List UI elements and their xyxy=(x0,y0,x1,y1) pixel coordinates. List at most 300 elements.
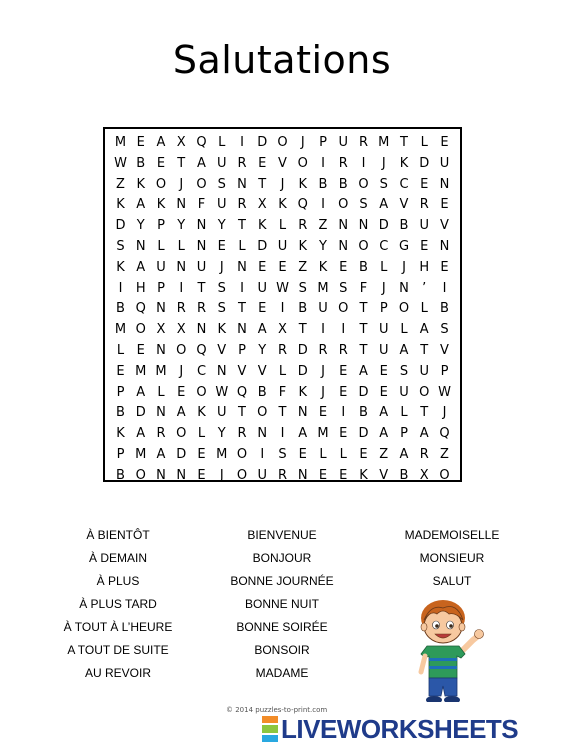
grid-letter[interactable]: X xyxy=(176,322,186,338)
grid-letter[interactable]: N xyxy=(439,239,450,254)
grid-letter[interactable]: E xyxy=(440,197,449,213)
grid-letter[interactable]: V xyxy=(399,197,409,213)
grid-letter[interactable]: E xyxy=(379,363,388,379)
grid-letter[interactable]: U xyxy=(257,280,267,296)
word-item: BONNE NUIT xyxy=(244,597,319,611)
grid-letter[interactable]: O xyxy=(196,384,207,400)
grid-letter[interactable]: M xyxy=(135,363,147,379)
grid-letter[interactable]: N xyxy=(297,467,308,483)
word-list-column-3 xyxy=(362,524,542,593)
grid-letter[interactable]: J xyxy=(179,176,184,192)
grid-letter[interactable]: N xyxy=(135,239,146,254)
grid-letter[interactable]: A xyxy=(156,447,166,462)
grid-letter[interactable]: A xyxy=(136,384,146,400)
grid-letter[interactable]: E xyxy=(156,155,166,171)
grid-letter[interactable]: M xyxy=(155,363,167,379)
grid-letter[interactable]: K xyxy=(298,176,308,192)
grid-letter[interactable]: T xyxy=(400,135,408,150)
grid-letter[interactable]: R xyxy=(176,301,186,317)
grid-letter[interactable]: U xyxy=(378,343,389,358)
grid-letter[interactable]: O xyxy=(439,467,450,483)
grid-letter[interactable]: E xyxy=(339,426,348,442)
grid-letter[interactable]: O xyxy=(236,467,248,483)
grid-letter[interactable]: E xyxy=(420,176,429,192)
grid-letter[interactable]: A xyxy=(156,135,166,150)
grid-letter[interactable]: A xyxy=(136,426,146,442)
grid-letter[interactable]: N xyxy=(338,239,349,254)
grid-letter[interactable]: Y xyxy=(258,343,267,358)
grid-letter[interactable]: E xyxy=(136,343,145,358)
grid-letter[interactable]: O xyxy=(338,197,349,213)
grid-letter[interactable]: X xyxy=(176,135,186,150)
grid-letter[interactable]: Z xyxy=(298,259,308,275)
grid-letter[interactable]: O xyxy=(196,176,207,192)
grid-letter[interactable]: I xyxy=(179,280,184,296)
grid-letter[interactable]: U xyxy=(216,405,227,421)
grid-letter[interactable]: N xyxy=(237,322,247,338)
grid-letter[interactable]: D xyxy=(378,218,389,234)
grid-letter[interactable]: J xyxy=(219,259,224,275)
grid-letter[interactable]: B xyxy=(399,218,409,234)
grid-letter[interactable]: R xyxy=(156,426,166,442)
grid-letter[interactable]: V xyxy=(278,155,287,171)
grid-letter[interactable]: I xyxy=(361,155,366,171)
grid-letter[interactable]: A xyxy=(379,197,389,213)
grid-letter[interactable]: I xyxy=(321,197,325,213)
grid-letter[interactable]: D xyxy=(297,363,308,379)
grid-letter[interactable]: I xyxy=(341,405,346,421)
grid-letter[interactable]: O xyxy=(277,135,288,150)
grid-letter[interactable]: K xyxy=(278,197,287,213)
grid-letter[interactable]: X xyxy=(156,322,166,338)
grid-letter[interactable]: R xyxy=(237,155,247,171)
grid-letter[interactable]: E xyxy=(339,363,348,379)
grid-letter[interactable]: P xyxy=(116,384,125,400)
grid-letter[interactable]: E xyxy=(197,447,206,462)
grid-letter[interactable]: N xyxy=(257,426,268,442)
grid-letter[interactable]: U xyxy=(419,363,429,379)
grid-letter[interactable]: U xyxy=(419,218,429,234)
grid-letter[interactable]: H xyxy=(419,259,430,275)
grid-letter[interactable]: S xyxy=(440,322,449,338)
grid-letter[interactable]: K xyxy=(116,197,125,213)
grid-letter[interactable]: K xyxy=(197,405,206,421)
grid-letter[interactable]: P xyxy=(157,218,165,234)
grid-letter[interactable]: V xyxy=(257,363,267,379)
grid-letter[interactable]: B xyxy=(298,301,308,317)
grid-letter[interactable]: A xyxy=(359,363,368,379)
grid-letter[interactable]: O xyxy=(257,405,268,421)
grid-letter[interactable]: T xyxy=(258,176,267,192)
grid-letter[interactable]: D xyxy=(358,426,369,442)
grid-letter[interactable]: L xyxy=(278,218,287,234)
grid-letter[interactable]: N xyxy=(439,176,450,192)
grid-letter[interactable]: B xyxy=(359,405,368,421)
grid-letter[interactable]: D xyxy=(115,218,126,234)
grid-letter[interactable]: U xyxy=(378,322,389,338)
grid-letter[interactable]: D xyxy=(176,447,187,462)
grid-letter[interactable]: Q xyxy=(196,135,207,150)
grid-letter[interactable]: E xyxy=(379,384,388,400)
grid-letter[interactable]: V xyxy=(217,343,227,358)
grid-letter[interactable]: L xyxy=(157,239,165,254)
grid-letter[interactable]: T xyxy=(359,343,368,358)
grid-letter[interactable]: R xyxy=(277,467,288,483)
grid-letter[interactable]: E xyxy=(217,239,226,254)
grid-letter[interactable]: N xyxy=(237,259,247,275)
grid-letter[interactable]: U xyxy=(216,197,227,213)
word-item: BONSOIR xyxy=(254,643,310,657)
grid-letter[interactable]: S xyxy=(217,176,226,192)
grid-letter[interactable]: J xyxy=(321,363,325,379)
grid-letter[interactable]: K xyxy=(156,197,166,213)
grid-letter[interactable]: K xyxy=(116,426,125,442)
grid-letter[interactable]: R xyxy=(358,135,369,150)
grid-letter[interactable]: E xyxy=(420,239,429,254)
grid-letter[interactable]: P xyxy=(157,280,165,296)
grid-letter[interactable]: E xyxy=(258,301,267,317)
grid-letter[interactable]: W xyxy=(114,155,127,171)
grid-letter[interactable]: Y xyxy=(177,218,186,234)
grid-letter[interactable]: T xyxy=(420,343,429,358)
word-item: BIENVENUE xyxy=(247,528,317,542)
grid-letter[interactable]: Y xyxy=(217,218,226,234)
grid-letter[interactable]: T xyxy=(298,322,307,338)
grid-letter[interactable]: N xyxy=(156,405,166,421)
grid-letter[interactable]: P xyxy=(238,343,246,358)
grid-letter[interactable]: V xyxy=(440,343,449,358)
grid-letter[interactable]: A xyxy=(399,343,409,358)
grid-row xyxy=(105,195,460,216)
grid-letter[interactable]: C xyxy=(379,239,389,254)
grid-letter[interactable]: L xyxy=(319,447,327,462)
grid-letter[interactable]: D xyxy=(257,135,268,150)
grid-letter[interactable]: I xyxy=(321,322,325,338)
grid-letter[interactable]: M xyxy=(114,322,127,338)
grid-letter[interactable]: E xyxy=(197,467,206,483)
grid-letter[interactable]: E xyxy=(339,384,348,400)
grid-letter[interactable]: Z xyxy=(318,218,328,234)
grid-letter[interactable]: B xyxy=(318,176,328,192)
grid-letter[interactable]: N xyxy=(358,218,369,234)
grid-letter[interactable]: P xyxy=(116,447,125,462)
word-item: AU REVOIR xyxy=(84,666,151,680)
grid-letter[interactable]: D xyxy=(135,405,146,421)
grid-letter[interactable]: A xyxy=(257,322,267,338)
grid-letter[interactable]: U xyxy=(399,384,409,400)
grid-letter[interactable]: R xyxy=(277,343,288,358)
grid-letter[interactable]: L xyxy=(400,322,408,338)
grid-letter[interactable]: U xyxy=(439,155,450,171)
grid-letter[interactable]: B xyxy=(116,405,125,421)
grid-letter[interactable]: Z xyxy=(379,447,389,462)
grid-letter[interactable]: R xyxy=(338,155,348,171)
grid-letter[interactable]: F xyxy=(278,384,287,400)
grid-letter[interactable]: N xyxy=(216,363,227,379)
grid-letter[interactable]: E xyxy=(278,259,287,275)
grid-letter[interactable]: S xyxy=(217,301,226,317)
grid-letter[interactable]: S xyxy=(359,197,368,213)
grid-letter[interactable]: N xyxy=(196,239,207,254)
grid-letter[interactable]: U xyxy=(216,155,227,171)
grid-letter[interactable]: A xyxy=(176,405,186,421)
grid-letter[interactable]: R xyxy=(237,426,247,442)
grid-letter[interactable]: N xyxy=(297,405,308,421)
grid-row xyxy=(105,383,460,404)
grid-letter[interactable]: E xyxy=(298,447,307,462)
grid-letter[interactable]: I xyxy=(260,447,265,462)
grid-letter[interactable]: S xyxy=(278,447,287,462)
grid-letter[interactable]: N xyxy=(156,301,166,317)
grid-letter[interactable]: A xyxy=(379,426,389,442)
grid-letter[interactable]: C xyxy=(399,176,409,192)
grid-letter[interactable]: V xyxy=(237,363,247,379)
grid-letter[interactable]: N xyxy=(176,467,187,483)
grid-letter[interactable]: T xyxy=(238,218,246,234)
grid-letter[interactable]: A xyxy=(136,259,146,275)
grid-letter[interactable]: N xyxy=(156,343,166,358)
grid-letter[interactable]: V xyxy=(379,467,389,483)
grid-letter[interactable]: I xyxy=(240,280,244,296)
grid-letter[interactable]: O xyxy=(176,426,187,442)
grid-letter[interactable]: B xyxy=(116,467,125,483)
grid-letter[interactable]: E xyxy=(258,155,267,171)
grid-letter[interactable]: I xyxy=(280,301,285,317)
grid-letter[interactable]: W xyxy=(438,384,451,400)
liveworksheets-logo[interactable] xyxy=(262,713,518,745)
grid-letter[interactable]: O xyxy=(155,176,167,192)
grid-letter[interactable]: O xyxy=(419,384,430,400)
grid-letter[interactable]: S xyxy=(399,363,409,379)
grid-letter[interactable]: E xyxy=(359,447,368,462)
grid-letter[interactable]: A xyxy=(419,322,429,338)
grid-letter[interactable]: A xyxy=(379,405,389,421)
grid-letter[interactable]: L xyxy=(278,363,287,379)
grid-letter[interactable]: C xyxy=(196,363,207,379)
grid-letter[interactable]: T xyxy=(359,301,368,317)
grid-letter[interactable]: L xyxy=(197,426,206,442)
grid-letter[interactable]: N xyxy=(338,218,349,234)
grid-letter[interactable]: A xyxy=(197,155,206,171)
grid-letter[interactable]: Q xyxy=(439,426,450,442)
grid-letter[interactable]: S xyxy=(116,239,125,254)
grid-letter[interactable]: E xyxy=(258,259,267,275)
grid-letter[interactable]: R xyxy=(237,197,247,213)
grid-letter[interactable]: U xyxy=(156,259,166,275)
grid-letter[interactable]: T xyxy=(197,280,206,296)
grid-letter[interactable]: B xyxy=(338,176,348,192)
grid-letter[interactable]: D xyxy=(358,384,369,400)
grid-letter[interactable]: J xyxy=(280,176,285,192)
grid-letter[interactable]: A xyxy=(419,426,429,442)
grid-letter[interactable]: I xyxy=(341,322,346,338)
grid-letter[interactable]: R xyxy=(196,301,207,317)
grid-letter[interactable]: L xyxy=(218,135,226,150)
grid-letter[interactable]: J xyxy=(381,155,386,171)
grid-letter[interactable]: E xyxy=(136,135,145,150)
word-item: À PLUS xyxy=(96,574,140,588)
grid-letter[interactable]: O xyxy=(135,467,146,483)
grid-letter[interactable]: N xyxy=(237,176,247,192)
grid-letter[interactable]: K xyxy=(257,218,267,234)
grid-letter[interactable]: Q xyxy=(297,197,308,213)
grid-letter[interactable]: U xyxy=(318,301,328,317)
grid-letter[interactable]: P xyxy=(319,135,327,150)
grid-letter[interactable]: E xyxy=(339,467,348,483)
grid-letter[interactable]: Y xyxy=(319,239,327,254)
grid-letter[interactable]: O xyxy=(176,343,187,358)
grid-letter[interactable]: Q xyxy=(236,384,248,400)
grid-letter[interactable]: M xyxy=(114,135,127,150)
grid-letter[interactable]: N xyxy=(196,218,207,234)
grid-letter[interactable]: K xyxy=(116,259,125,275)
grid-letter[interactable]: Q xyxy=(196,343,207,358)
grid-letter[interactable]: S xyxy=(217,280,226,296)
grid-letter[interactable]: L xyxy=(380,259,388,275)
grid-letter[interactable]: R xyxy=(298,218,308,234)
grid-letter[interactable]: J xyxy=(300,135,305,150)
grid-letter[interactable]: M xyxy=(317,280,329,296)
grid-letter[interactable]: N xyxy=(176,197,187,213)
grid-letter[interactable]: U xyxy=(196,259,207,275)
grid-letter[interactable]: B xyxy=(116,301,125,317)
grid-letter[interactable]: O xyxy=(398,301,410,317)
grid-letter[interactable]: J xyxy=(321,384,325,400)
grid-letter[interactable]: N xyxy=(176,259,187,275)
grid-letter[interactable]: O xyxy=(135,322,146,338)
grid-letter[interactable]: X xyxy=(278,322,287,338)
grid-letter[interactable]: F xyxy=(359,280,368,296)
grid-letter[interactable]: L xyxy=(157,384,165,400)
grid-letter[interactable]: I xyxy=(321,155,325,171)
grid-letter[interactable]: S xyxy=(379,176,388,192)
grid-letter[interactable]: L xyxy=(420,135,428,150)
grid-letter[interactable]: Z xyxy=(116,176,125,192)
grid-letter[interactable]: K xyxy=(217,322,227,338)
grid-letter[interactable]: T xyxy=(359,322,368,338)
grid-letter[interactable]: L xyxy=(177,239,185,254)
grid-letter[interactable]: ’ xyxy=(422,280,427,296)
grid-letter[interactable]: J xyxy=(219,467,224,483)
grid-letter[interactable]: D xyxy=(257,239,268,254)
grid-letter[interactable]: P xyxy=(440,363,449,379)
grid-letter[interactable]: E xyxy=(318,405,328,421)
grid-letter[interactable]: N xyxy=(399,280,409,296)
grid-letter[interactable]: E xyxy=(177,384,186,400)
grid-letter[interactable]: Z xyxy=(440,447,449,462)
grid-letter[interactable]: X xyxy=(257,197,267,213)
grid-letter[interactable]: K xyxy=(298,384,308,400)
grid-letter[interactable]: Y xyxy=(136,218,145,234)
grid-letter[interactable]: P xyxy=(400,426,408,442)
grid-letter[interactable]: O xyxy=(358,239,369,254)
grid-letter[interactable]: M xyxy=(216,447,228,462)
grid-letter[interactable]: B xyxy=(257,384,267,400)
grid-letter[interactable]: U xyxy=(277,239,288,254)
grid-letter[interactable]: M xyxy=(317,426,329,442)
grid-letter[interactable]: K xyxy=(399,155,409,171)
grid-letter[interactable]: T xyxy=(238,405,246,421)
grid-letter[interactable]: R xyxy=(318,343,328,358)
grid-letter[interactable]: L xyxy=(400,405,408,421)
grid-letter[interactable]: O xyxy=(297,155,308,171)
grid-letter[interactable]: U xyxy=(338,135,348,150)
grid-letter[interactable]: O xyxy=(236,447,248,462)
grid-letter[interactable]: L xyxy=(238,239,246,254)
grid-letter[interactable]: P xyxy=(379,301,388,317)
grid-letter[interactable]: I xyxy=(118,280,123,296)
grid-letter[interactable]: V xyxy=(440,218,449,234)
grid-letter[interactable]: E xyxy=(339,259,348,275)
grid-letter[interactable]: D xyxy=(297,343,308,358)
grid-letter[interactable]: S xyxy=(339,280,348,296)
grid-letter[interactable]: B xyxy=(440,301,449,317)
grid-letter[interactable]: A xyxy=(298,426,308,442)
grid-letter[interactable]: G xyxy=(398,239,410,254)
grid-letter[interactable]: R xyxy=(338,343,348,358)
grid-letter[interactable]: J xyxy=(381,280,386,296)
grid-letter[interactable]: I xyxy=(240,135,244,150)
grid-letter[interactable]: E xyxy=(318,467,328,483)
grid-letter[interactable]: T xyxy=(278,405,287,421)
grid-letter[interactable]: I xyxy=(280,426,285,442)
grid-letter[interactable]: N xyxy=(156,467,166,483)
grid-letter[interactable]: O xyxy=(338,301,349,317)
grid-letter[interactable]: R xyxy=(419,197,429,213)
grid-letter[interactable]: L xyxy=(116,343,125,358)
grid-letter[interactable]: B xyxy=(399,467,409,483)
grid-letter[interactable]: X xyxy=(419,467,429,483)
grid-letter[interactable]: J xyxy=(402,259,406,275)
grid-letter[interactable]: E xyxy=(116,363,125,379)
grid-letter[interactable]: B xyxy=(359,259,368,275)
grid-letter[interactable]: A xyxy=(136,197,146,213)
grid-letter[interactable]: H xyxy=(135,280,146,296)
grid-letter[interactable]: K xyxy=(136,176,146,192)
grid-letter[interactable]: T xyxy=(177,155,186,171)
grid-letter[interactable]: Q xyxy=(135,301,146,317)
word-search-grid[interactable] xyxy=(103,127,462,482)
grid-letter[interactable]: U xyxy=(257,467,267,483)
grid-letter[interactable]: A xyxy=(399,447,409,462)
grid-letter[interactable]: M xyxy=(378,135,390,150)
grid-letter[interactable]: I xyxy=(442,280,447,296)
word-list-column-2 xyxy=(192,524,372,685)
grid-letter[interactable]: K xyxy=(298,239,308,254)
grid-letter[interactable]: J xyxy=(442,405,447,421)
grid-letter[interactable]: S xyxy=(298,280,307,296)
grid-letter[interactable]: W xyxy=(215,384,229,400)
grid-letter[interactable]: M xyxy=(135,447,147,462)
grid-letter[interactable]: E xyxy=(440,135,449,150)
grid-letter[interactable]: R xyxy=(419,447,429,462)
grid-letter[interactable]: K xyxy=(359,467,368,483)
grid-letter[interactable]: F xyxy=(197,197,206,213)
grid-letter[interactable]: B xyxy=(136,155,146,171)
grid-letter[interactable]: T xyxy=(420,405,429,421)
grid-letter[interactable]: L xyxy=(420,301,428,317)
grid-letter[interactable]: J xyxy=(179,363,184,379)
grid-letter[interactable]: Y xyxy=(217,426,226,442)
grid-letter[interactable]: K xyxy=(318,259,328,275)
grid-letter[interactable]: N xyxy=(196,322,207,338)
grid-letter[interactable]: D xyxy=(419,155,430,171)
grid-letter[interactable]: T xyxy=(238,301,246,317)
grid-letter[interactable]: W xyxy=(276,280,289,296)
grid-letter[interactable]: L xyxy=(339,447,347,462)
grid-letter[interactable]: O xyxy=(358,176,369,192)
grid-letter[interactable]: E xyxy=(440,259,449,275)
